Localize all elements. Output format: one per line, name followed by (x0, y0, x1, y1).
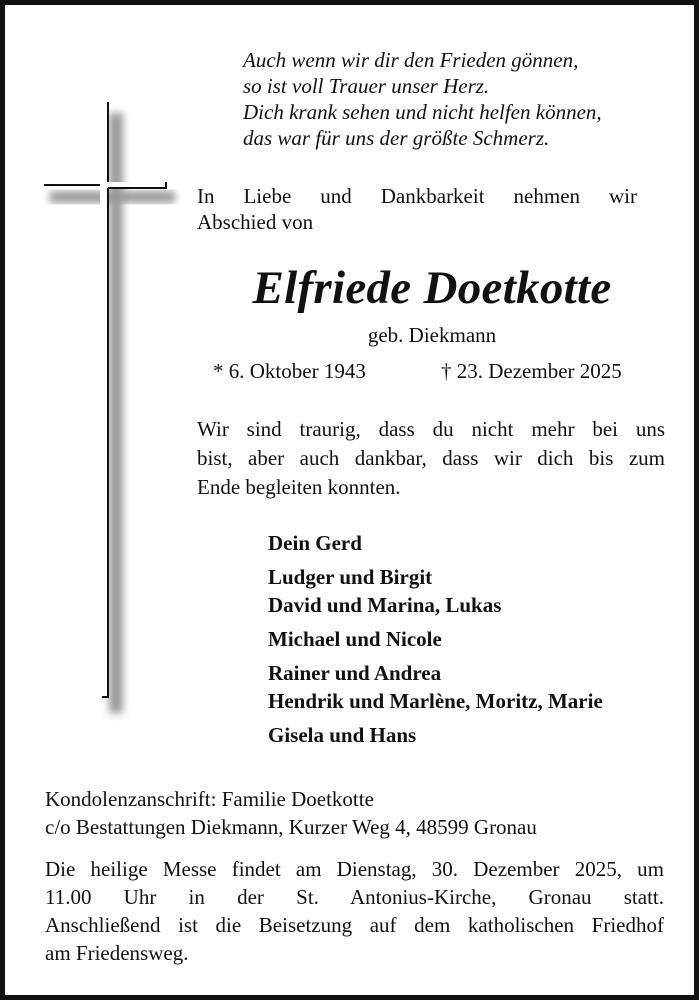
mourner-group (268, 529, 603, 557)
intro-text (197, 183, 637, 235)
farewell-line: Wir sind traurig, dass du nicht mehr bei uns (197, 417, 665, 441)
contact-line: Kondolenzanschrift: Familie Doetkotte (45, 787, 374, 811)
mourner-line: Ludger und Birgit (268, 565, 433, 589)
service-line: Die heilige Messe findet am Dienstag, 30. Dezember 2025, um (45, 857, 664, 881)
intro-line: Abschied von (197, 210, 314, 234)
farewell-line: Ende begleiten konnten. (197, 475, 401, 499)
mourner-line: Dein Gerd (268, 531, 362, 555)
service-line: am Friedensweg. (45, 941, 189, 965)
poem-line: das war für uns der größte Schmerz. (243, 126, 550, 150)
death-date: † 23. Dezember 2025 (441, 359, 622, 383)
mourner-group (268, 659, 603, 715)
maiden-name: geb. Diekmann (367, 323, 497, 347)
farewell-line: bist, aber auch dankbar, dass wir dich bis zum (197, 446, 665, 470)
mourner-line: Gisela und Hans (268, 723, 417, 747)
birth-date: * 6. Oktober 1943 (213, 359, 366, 383)
contact-line: c/o Bestattungen Diekmann, Kurzer Weg 4, 48599 Gronau (45, 815, 537, 839)
condolence-address (45, 785, 537, 841)
intro-line: In Liebe und Dankbarkeit nehmen wir (197, 184, 637, 208)
mourner-group (268, 625, 603, 653)
mourner-line: Rainer und Andrea (268, 661, 442, 685)
poem-line: Auch wenn wir dir den Frieden gönnen, (243, 48, 579, 72)
mourners-list (268, 529, 603, 755)
mourner-line: Hendrik und Marlène, Moritz, Marie (268, 689, 603, 713)
deceased-name: Elfriede Doetkotte (252, 262, 612, 314)
mourner-group (268, 721, 603, 749)
poem-line: so ist voll Trauer unser Herz. (243, 74, 490, 98)
cross-icon (5, 5, 205, 725)
service-line: Anschließend ist die Beisetzung auf dem katholischen Friedhof (45, 913, 664, 937)
farewell-text (197, 415, 665, 502)
mourner-line: David und Marina, Lukas (268, 593, 502, 617)
mourner-line: Michael und Nicole (268, 627, 442, 651)
service-info (45, 855, 664, 967)
service-line: 11.00 Uhr in der St. Antonius-Kirche, Gronau statt. (45, 885, 664, 909)
poem (243, 47, 602, 151)
mourner-group (268, 563, 603, 619)
poem-line: Dich krank sehen und nicht helfen können, (243, 100, 602, 124)
